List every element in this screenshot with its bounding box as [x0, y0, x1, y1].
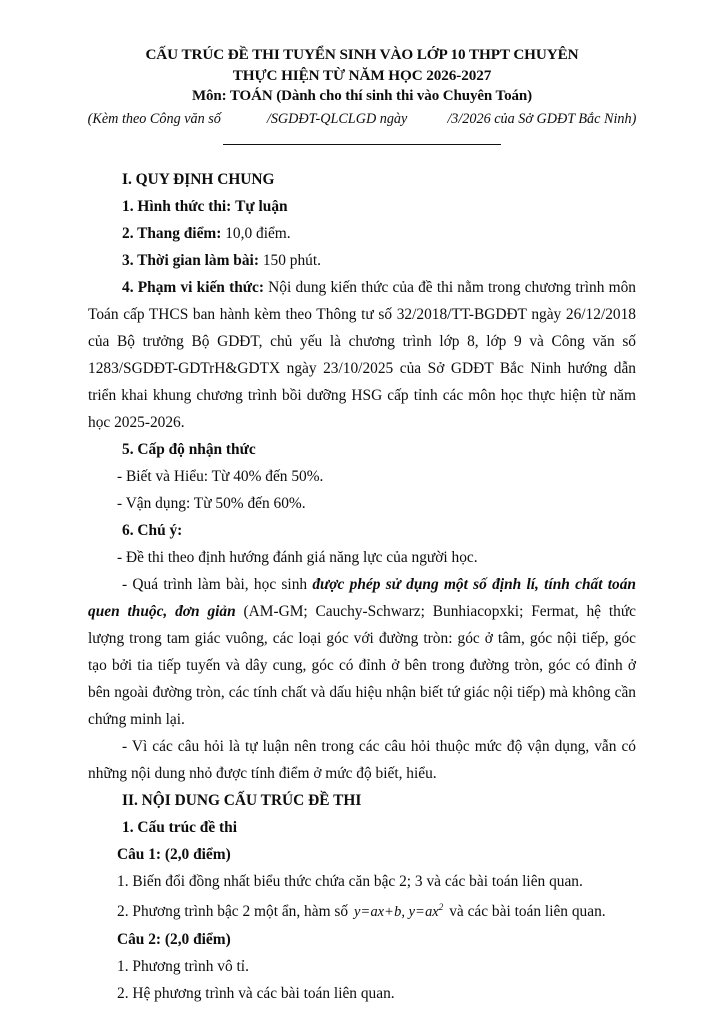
question-2-item-1: 1. Phương trình vô tỉ. [117, 957, 249, 975]
question-1-item-2-text-after: và các bài toán liên quan. [449, 902, 606, 920]
document-subject-line: Môn: TOÁN (Dành cho thí sinh thi vào Chuyên Toán) [191, 88, 533, 104]
section-1-heading: I. QUY ĐỊNH CHUNG [122, 171, 275, 188]
item-3-label: 3. Thời gian làm bài: [122, 252, 259, 269]
question-2-title: Câu 2: (2,0 điểm) [117, 930, 231, 948]
item-4-value: Nội dung kiến thức của đề thi nằm trong chương trình môn Toán cấp THCS ban hành kèm theo Thông tư số 32/2018/TT-BGDĐT ngày 26/12/2018 của Bộ trưởng Bộ GDĐT, chủ yếu là chương trình lớp 8, lớp 9 và Công văn số 1283/SGDĐT-GDTrH&GDTX ngày 23/10/2025 của Sở GDĐT Bắc Ninh hướng dẫn triển khai khung chương trình bồi dưỡng HSG cấp tỉnh các môn học thực hiện từ năm học 2025-2026. [88, 279, 636, 431]
question-1-item-2 [88, 895, 636, 926]
section-1-item-5-heading: 5. Cấp độ nhận thức [122, 441, 256, 458]
question-1-item-2-text-before: 2. Phương trình bậc 2 một ẩn, hàm số [117, 902, 349, 920]
item-1-label: 1. Hình thức thi: [122, 198, 232, 215]
item-2-label: 2. Thang điểm: [122, 225, 222, 242]
attribution-part-2: /SGDĐT-QLCLGD ngày [266, 111, 408, 127]
document-header [44, 44, 680, 150]
item-2-value: 10,0 điểm. [225, 225, 291, 242]
header-divider [223, 144, 501, 145]
question-2-item-2: 2. Hệ phương trình và các bài toán liên quan. [117, 984, 395, 1002]
bullet-2-text-before: - Quá trình làm bài, học sinh [122, 576, 313, 593]
document-title-line-1: CẤU TRÚC ĐỀ THI TUYỂN SINH VÀO LỚP 10 THPT CHUYÊN [145, 46, 579, 63]
section-1-item-6-bullet-3: - Vì các câu hỏi là tự luận nên trong các câu hỏi thuộc mức độ vận dụng, vẫn có những nội dung nhỏ được tính điểm ở mức độ biết, hiểu. [88, 738, 636, 782]
item-3-value: 150 phút. [262, 252, 321, 269]
attribution-part-1: (Kèm theo Công văn số [87, 111, 221, 127]
bullet-2-text-after: (AM-GM; Cauchy-Schwarz; Bunhiacopxki; Fermat, hệ thức lượng trong tam giác vuông, các loại góc với đường tròn: góc ở tâm, góc nội tiếp, góc tạo bởi tia tiếp tuyến và dây cung, góc có đỉnh ở bên trong đường tròn, góc có đỉnh ở bên ngoài đường tròn, các tính chất và dấu hiệu nhận biết tứ giác nội tiếp) mà không cần chứng minh lại. [88, 603, 636, 728]
document-title-line-2: THỰC HIỆN TỪ NĂM HỌC 2026-2027 [232, 67, 492, 84]
item-4-label: 4. Phạm vi kiến thức: [122, 279, 264, 296]
document-attribution [44, 108, 680, 130]
question-1-item-2-formula: y=ax+b, $y=ax^2$ [353, 903, 444, 920]
section-1-item-2 [88, 220, 636, 247]
question-1-title: Câu 1: (2,0 điểm) [117, 846, 231, 863]
section-1-item-1 [88, 193, 636, 220]
section-2-subheading: 1. Cấu trúc đề thi [122, 819, 238, 836]
header-divider-wrap [44, 132, 680, 150]
document-body [88, 166, 636, 1007]
section-1-item-6-heading: 6. Chú ý: [122, 522, 183, 539]
item-1-value: Tự luận [235, 198, 288, 215]
question-1-item-1: 1. Biến đổi đồng nhất biểu thức chứa căn bậc 2; 3 và các bài toán liên quan. [117, 873, 583, 890]
section-1-item-5-bullet-1: - Biết và Hiểu: Từ 40% đến 50%. [117, 468, 324, 485]
bullet-2-emphasis: được phép sử dụng một số định lí, tính chất toán quen thuộc, đơn giản [88, 576, 636, 620]
section-2-heading: II. NỘI DUNG CẤU TRÚC ĐỀ THI [122, 792, 362, 809]
section-1-item-3 [88, 247, 636, 274]
attribution-part-3: /3/2026 của Sở GDĐT Bắc Ninh) [447, 111, 637, 127]
section-1-item-6-bullet-2 [88, 571, 636, 733]
section-1-item-4 [88, 274, 636, 436]
section-1-item-6-bullet-1: - Đề thi theo định hướng đánh giá năng lực của người học. [117, 549, 478, 566]
section-1-item-5-bullet-2: - Vận dụng: Từ 50% đến 60%. [117, 495, 306, 512]
